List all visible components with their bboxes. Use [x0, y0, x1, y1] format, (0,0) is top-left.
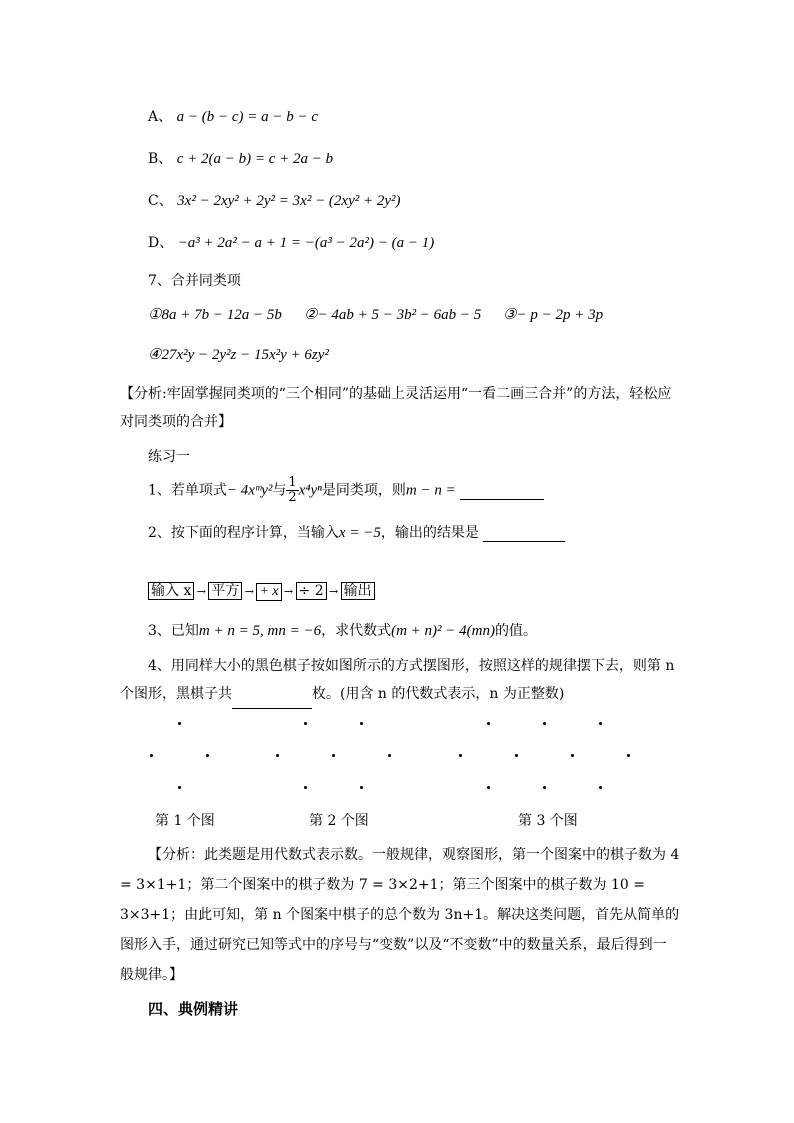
option-a-expr: a − (b − c) = a − b − c	[176, 109, 318, 125]
flow-box-output: 输出	[341, 582, 375, 600]
answer-blank-2[interactable]	[483, 525, 565, 542]
figure-2-caption: 第 2 个图	[309, 813, 369, 829]
q7-expr-4: ④27x²y − 2y²z − 15x²y + 6zy²	[148, 347, 329, 363]
option-b: B、 c + 2(a − b) = c + 2a − b	[148, 151, 334, 167]
chess-dot	[543, 786, 546, 789]
chess-dot	[332, 754, 335, 757]
arrow-icon: →	[244, 585, 254, 598]
chess-dot	[206, 754, 209, 757]
chess-dot	[276, 754, 279, 757]
chess-dot	[487, 722, 490, 725]
flow-box-divide-2: ÷ 2	[296, 582, 327, 600]
option-b-expr: c + 2(a − b) = c + 2a − b	[176, 151, 334, 167]
fraction: $\frac{1}{2}$	[288, 475, 297, 505]
analysis-2: 【分析：此类题是用代数式表示数。一般规律，观察图形，第一个图案中的棋子数为 4 = 3×1+1；第二个图案中的棋子数为 7 = 3×2+1；第三个图案中的棋子数为 10 = 3×3+1；由此可知，第 n 个图案中棋子的总个数为 3n+1。解决这类问题，首先从简单的图形入手，通过研究已知等式中的序号与“变数”以及“不变数”中的数量关系，最后得到一般规律。】	[120, 847, 680, 983]
exercise-title: 练习一	[148, 449, 190, 465]
chess-dot	[571, 754, 574, 757]
chess-dot	[627, 754, 630, 757]
chess-dot	[388, 754, 391, 757]
program-flow	[148, 582, 375, 601]
answer-blank-1[interactable]	[460, 483, 544, 500]
flow-box-square: 平方	[208, 582, 242, 600]
q7-expr-2: ②− 4ab + 5 − 3b² − 6ab − 5	[304, 307, 482, 323]
arrow-icon: →	[283, 585, 294, 598]
chess-dot	[515, 754, 518, 757]
q7-expr-3: ③− p − 2p + 3p	[503, 307, 604, 323]
option-c-expr: 3x² − 2xy² + 2y² = 3x² − (2xy² + 2y²)	[177, 193, 401, 209]
exercise-1: 1、若单项式− 4xᵐy²与 $\frac{1}{2}$ x⁴yⁿ是同类项，则m − n =	[148, 476, 544, 505]
chess-dot	[178, 786, 181, 789]
chess-dot	[360, 722, 363, 725]
chess-dot	[178, 722, 181, 725]
arrow-icon: →	[196, 585, 206, 598]
chess-dot	[599, 786, 602, 789]
flow-box-input: 输入 x	[148, 582, 194, 600]
chess-dot	[304, 786, 307, 789]
chess-dot	[360, 786, 363, 789]
chess-dot	[487, 786, 490, 789]
analysis-1: 【分析:牢固掌握同类项的“三个相同”的基础上灵活运用“一看二画三合并”的方法，轻松应对同类项的合并】	[120, 386, 672, 430]
chess-dot	[599, 722, 602, 725]
option-d: D、 −a³ + 2a² − a + 1 = −(a³ − 2a²) − (a − 1)	[148, 235, 435, 251]
exercise-3: 3、已知m + n = 5, mn = −6，求代数式(m + n)² − 4(mn)的值。	[148, 623, 537, 639]
arrow-icon: →	[329, 585, 339, 598]
chess-dot	[304, 722, 307, 725]
chess-dot	[543, 722, 546, 725]
flow-box-plus-x: + x	[256, 583, 281, 601]
option-d-expr: −a³ + 2a² − a + 1 = −(a³ − 2a²) − (a − 1)	[177, 235, 435, 251]
figure-3-caption: 第 3 个图	[518, 813, 578, 829]
exercise-2: 2、按下面的程序计算，当输入x = −5，输出的结果是	[148, 522, 565, 542]
section-heading: 四、典例精讲	[148, 1000, 239, 1018]
figure-1-caption: 第 1 个图	[155, 813, 215, 829]
option-c: C、 3x² − 2xy² + 2y² = 3x² − (2xy² + 2y²)	[148, 193, 401, 209]
answer-blank-4[interactable]	[232, 680, 312, 709]
q7-title: 7、合并同类项	[148, 273, 241, 289]
chess-dot	[150, 754, 153, 757]
option-a: A、 a − (b − c) = a − b − c	[148, 109, 318, 125]
exercise-4: 4、用同样大小的黑色棋子按如图所示的方式摆图形，按照这样的规律摆下去，则第 n 个图形，黑棋子共 枚。(用含 n 的代数式表示，n 为正整数)	[120, 652, 680, 709]
q7-expr-1: ①8a + 7b − 12a − 5b	[148, 307, 282, 323]
chess-dot	[459, 754, 462, 757]
